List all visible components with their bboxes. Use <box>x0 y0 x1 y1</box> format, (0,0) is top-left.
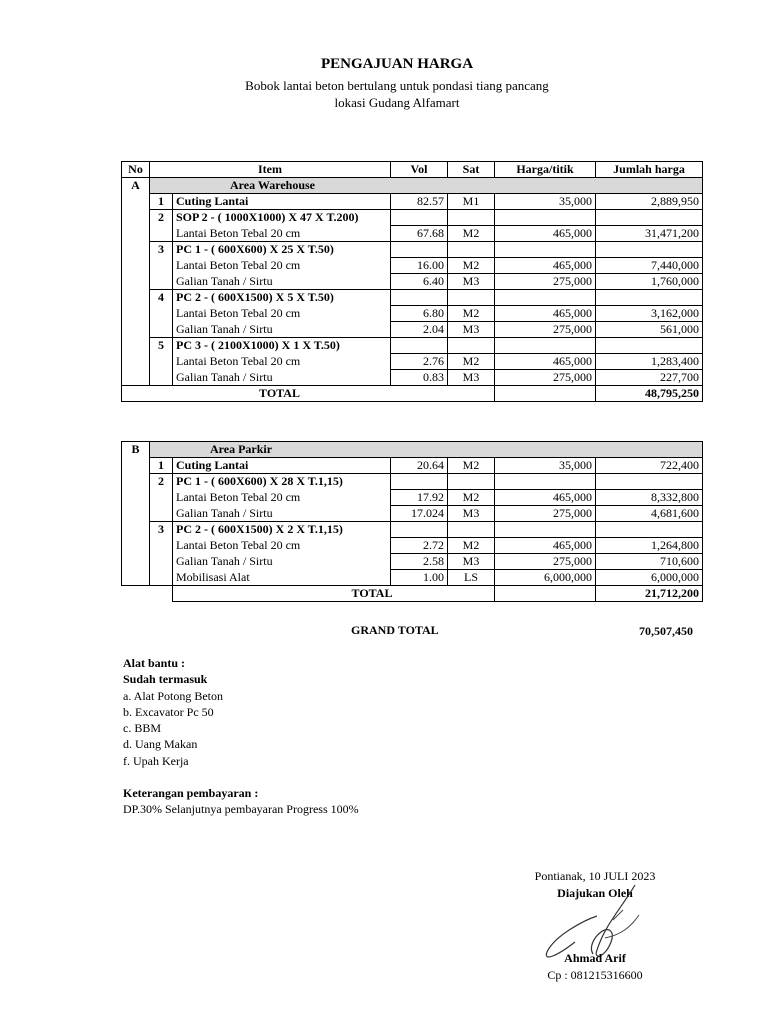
section-cell <box>122 490 150 506</box>
signer-phone: Cp : 081215316600 <box>547 968 643 982</box>
section-cell <box>122 322 150 338</box>
total-blank <box>122 586 173 602</box>
place-date: Pontianak, 10 JULI 2023 <box>534 869 656 883</box>
row-item: Cuting Lantai <box>173 194 391 210</box>
row-jumlah: 31,471,200 <box>596 226 703 242</box>
row-sat: M2 <box>448 226 495 242</box>
table-header-row <box>122 162 703 178</box>
col-item-header: Item <box>150 162 391 178</box>
row-number <box>150 490 173 506</box>
row-jumlah: 4,681,600 <box>596 506 703 522</box>
section-total-label: TOTAL <box>122 386 495 402</box>
row-harga: 275,000 <box>495 274 596 290</box>
section-total-row <box>122 586 703 602</box>
col-vol-header: Vol <box>391 162 448 178</box>
row-number: 3 <box>150 522 173 538</box>
row-vol: 2.58 <box>391 554 448 570</box>
section-cell <box>122 306 150 322</box>
row-jumlah <box>596 474 703 490</box>
section-cell <box>122 554 150 570</box>
table-row <box>122 490 703 506</box>
included-heading: Sudah termasuk <box>123 672 208 687</box>
total-spacer <box>495 386 596 402</box>
row-jumlah: 710,600 <box>596 554 703 570</box>
row-sat <box>448 290 495 306</box>
table-row <box>122 554 703 570</box>
notes-block <box>123 655 359 818</box>
table-row <box>122 354 703 370</box>
row-harga <box>495 242 596 258</box>
row-item: Lantai Beton Tebal 20 cm <box>173 490 391 506</box>
table-row <box>122 194 703 210</box>
row-number <box>150 370 173 386</box>
tools-heading: Alat bantu : <box>123 656 186 670</box>
row-harga <box>495 290 596 306</box>
row-number: 4 <box>150 290 173 306</box>
section-cell <box>122 210 150 226</box>
row-harga: 465,000 <box>495 258 596 274</box>
row-sat <box>448 522 495 538</box>
row-sat: M2 <box>448 490 495 506</box>
row-vol: 20.64 <box>391 458 448 474</box>
row-jumlah <box>596 522 703 538</box>
row-harga: 35,000 <box>495 458 596 474</box>
row-sat: M1 <box>448 194 495 210</box>
row-jumlah: 1,283,400 <box>596 354 703 370</box>
section-cell <box>122 242 150 258</box>
table-row <box>122 338 703 354</box>
row-item: PC 1 - ( 600X600) X 28 X T.1,15) <box>173 474 391 490</box>
row-number <box>150 354 173 370</box>
row-item: Lantai Beton Tebal 20 cm <box>173 538 391 554</box>
row-vol: 82.57 <box>391 194 448 210</box>
document-subtitle: Bobok lantai beton bertulang untuk pondasi tiang pancang <box>245 78 549 93</box>
row-harga: 465,000 <box>495 538 596 554</box>
row-item: Cuting Lantai <box>173 458 391 474</box>
row-number <box>150 306 173 322</box>
section-cell <box>122 194 150 210</box>
row-item: PC 3 - ( 2100X1000) X 1 X T.50) <box>173 338 391 354</box>
table-row <box>122 538 703 554</box>
row-item: Lantai Beton Tebal 20 cm <box>173 354 391 370</box>
row-item: Lantai Beton Tebal 20 cm <box>173 258 391 274</box>
row-harga <box>495 338 596 354</box>
row-harga: 465,000 <box>495 354 596 370</box>
section-cell <box>122 290 150 306</box>
table-row <box>122 322 703 338</box>
row-vol: 17.92 <box>391 490 448 506</box>
row-vol: 2.04 <box>391 322 448 338</box>
table-row <box>122 458 703 474</box>
row-sat <box>448 338 495 354</box>
section-row-b <box>122 442 703 458</box>
row-item: PC 2 - ( 600X1500) X 2 X T.1,15) <box>173 522 391 538</box>
included-item: b. Excavator Pc 50 <box>123 704 214 719</box>
table-row <box>122 506 703 522</box>
row-harga: 6,000,000 <box>495 570 596 586</box>
row-item: Galian Tanah / Sirtu <box>173 506 391 522</box>
row-item: Galian Tanah / Sirtu <box>173 554 391 570</box>
row-jumlah: 1,264,800 <box>596 538 703 554</box>
row-jumlah: 561,000 <box>596 322 703 338</box>
section-cell <box>122 258 150 274</box>
col-harga-header: Harga/titik <box>495 162 596 178</box>
table-row <box>122 370 703 386</box>
row-sat: M2 <box>448 458 495 474</box>
row-number <box>150 554 173 570</box>
table-area-warehouse <box>121 161 703 402</box>
row-sat: M3 <box>448 370 495 386</box>
row-vol: 16.00 <box>391 258 448 274</box>
row-vol <box>391 522 448 538</box>
row-sat: M2 <box>448 538 495 554</box>
row-item: SOP 2 - ( 1000X1000) X 47 X T.200) <box>173 210 391 226</box>
row-harga: 465,000 <box>495 226 596 242</box>
row-item: Galian Tanah / Sirtu <box>173 274 391 290</box>
row-vol: 17.024 <box>391 506 448 522</box>
submitted-by: Diajukan Oleh <box>557 886 633 900</box>
section-cell <box>122 522 150 538</box>
row-vol: 6.40 <box>391 274 448 290</box>
col-sat-header: Sat <box>448 162 495 178</box>
row-vol <box>391 290 448 306</box>
row-jumlah <box>596 242 703 258</box>
included-item: f. Upah Kerja <box>123 753 189 768</box>
section-cell <box>122 474 150 490</box>
section-cell <box>122 506 150 522</box>
row-number <box>150 322 173 338</box>
row-vol: 2.76 <box>391 354 448 370</box>
row-sat: LS <box>448 570 495 586</box>
row-item: PC 2 - ( 600X1500) X 5 X T.50) <box>173 290 391 306</box>
section-name <box>150 178 703 194</box>
section-cell <box>122 338 150 354</box>
row-harga: 465,000 <box>495 490 596 506</box>
row-vol: 0.83 <box>391 370 448 386</box>
document-title: PENGAJUAN HARGA <box>320 56 474 72</box>
row-sat: M2 <box>448 354 495 370</box>
row-harga: 275,000 <box>495 554 596 570</box>
section-name-text: Area Parkir <box>210 442 273 456</box>
included-item: d. Uang Makan <box>123 737 198 752</box>
row-harga: 465,000 <box>495 306 596 322</box>
section-cell <box>122 538 150 554</box>
row-number: 2 <box>150 210 173 226</box>
section-cell <box>122 458 150 474</box>
document-location: lokasi Gudang Alfamart <box>334 95 460 110</box>
table-row <box>122 242 703 258</box>
section-name-text: Area Warehouse <box>230 178 316 192</box>
grand-total-label: GRAND TOTAL <box>351 623 439 637</box>
row-sat: M2 <box>448 306 495 322</box>
row-number <box>150 258 173 274</box>
row-jumlah: 3,162,000 <box>596 306 703 322</box>
section-code: B <box>122 442 150 458</box>
table-row <box>122 274 703 290</box>
row-vol: 67.68 <box>391 226 448 242</box>
section-total-value: 21,712,200 <box>596 586 703 602</box>
row-jumlah: 8,332,800 <box>596 490 703 506</box>
included-item: c. BBM <box>123 721 162 736</box>
row-vol: 6.80 <box>391 306 448 322</box>
row-harga: 275,000 <box>495 506 596 522</box>
row-vol: 1.00 <box>391 570 448 586</box>
row-number <box>150 226 173 242</box>
row-number <box>150 274 173 290</box>
row-jumlah: 2,889,950 <box>596 194 703 210</box>
row-jumlah: 6,000,000 <box>596 570 703 586</box>
row-sat <box>448 474 495 490</box>
section-total-value: 48,795,250 <box>596 386 703 402</box>
signer-name: Ahmad Arif <box>564 951 626 965</box>
row-jumlah: 7,440,000 <box>596 258 703 274</box>
row-vol <box>391 338 448 354</box>
section-cell <box>122 226 150 242</box>
section-total-label: TOTAL <box>173 586 495 602</box>
col-no-header: No <box>122 162 150 178</box>
row-jumlah: 722,400 <box>596 458 703 474</box>
col-jumlah-header: Jumlah harga <box>596 162 703 178</box>
table-row <box>122 306 703 322</box>
row-jumlah <box>596 290 703 306</box>
section-cell <box>122 370 150 386</box>
table-row <box>122 226 703 242</box>
payment-text: DP.30% Selanjutnya pembayaran Progress 100% <box>123 802 359 817</box>
section-cell <box>122 354 150 370</box>
row-number: 3 <box>150 242 173 258</box>
row-harga: 275,000 <box>495 322 596 338</box>
row-item: Mobilisasi Alat <box>173 570 391 586</box>
table-area-parkir <box>121 441 703 602</box>
section-name <box>150 442 703 458</box>
row-vol <box>391 242 448 258</box>
row-vol: 2.72 <box>391 538 448 554</box>
row-number <box>150 506 173 522</box>
row-number <box>150 570 173 586</box>
row-number <box>150 538 173 554</box>
table-row <box>122 210 703 226</box>
included-item: a. Alat Potong Beton <box>123 688 223 703</box>
row-item: Galian Tanah / Sirtu <box>173 370 391 386</box>
row-item: PC 1 - ( 600X600) X 25 X T.50) <box>173 242 391 258</box>
section-cell <box>122 274 150 290</box>
total-spacer <box>495 586 596 602</box>
row-item: Lantai Beton Tebal 20 cm <box>173 226 391 242</box>
row-jumlah <box>596 338 703 354</box>
row-item: Lantai Beton Tebal 20 cm <box>173 306 391 322</box>
row-sat <box>448 210 495 226</box>
payment-heading: Keterangan pembayaran : <box>123 786 259 801</box>
row-harga: 35,000 <box>495 194 596 210</box>
row-number: 1 <box>150 458 173 474</box>
table-row <box>122 570 703 586</box>
grand-total-value: 70,507,450 <box>639 624 693 638</box>
table-row <box>122 258 703 274</box>
row-jumlah <box>596 210 703 226</box>
row-number: 1 <box>150 194 173 210</box>
row-item: Galian Tanah / Sirtu <box>173 322 391 338</box>
row-number: 2 <box>150 474 173 490</box>
row-sat: M3 <box>448 506 495 522</box>
row-sat: M2 <box>448 258 495 274</box>
row-harga <box>495 522 596 538</box>
row-harga: 275,000 <box>495 370 596 386</box>
table-row <box>122 522 703 538</box>
section-code: A <box>122 178 150 194</box>
section-row-a <box>122 178 703 194</box>
row-sat <box>448 242 495 258</box>
row-sat: M3 <box>448 274 495 290</box>
table-row <box>122 290 703 306</box>
row-jumlah: 227,700 <box>596 370 703 386</box>
row-vol <box>391 210 448 226</box>
row-vol <box>391 474 448 490</box>
table-row <box>122 474 703 490</box>
section-cell <box>122 570 150 586</box>
row-harga <box>495 474 596 490</box>
row-sat: M3 <box>448 322 495 338</box>
row-harga <box>495 210 596 226</box>
section-total-row <box>122 386 703 402</box>
row-sat: M3 <box>448 554 495 570</box>
row-jumlah: 1,760,000 <box>596 274 703 290</box>
row-number: 5 <box>150 338 173 354</box>
